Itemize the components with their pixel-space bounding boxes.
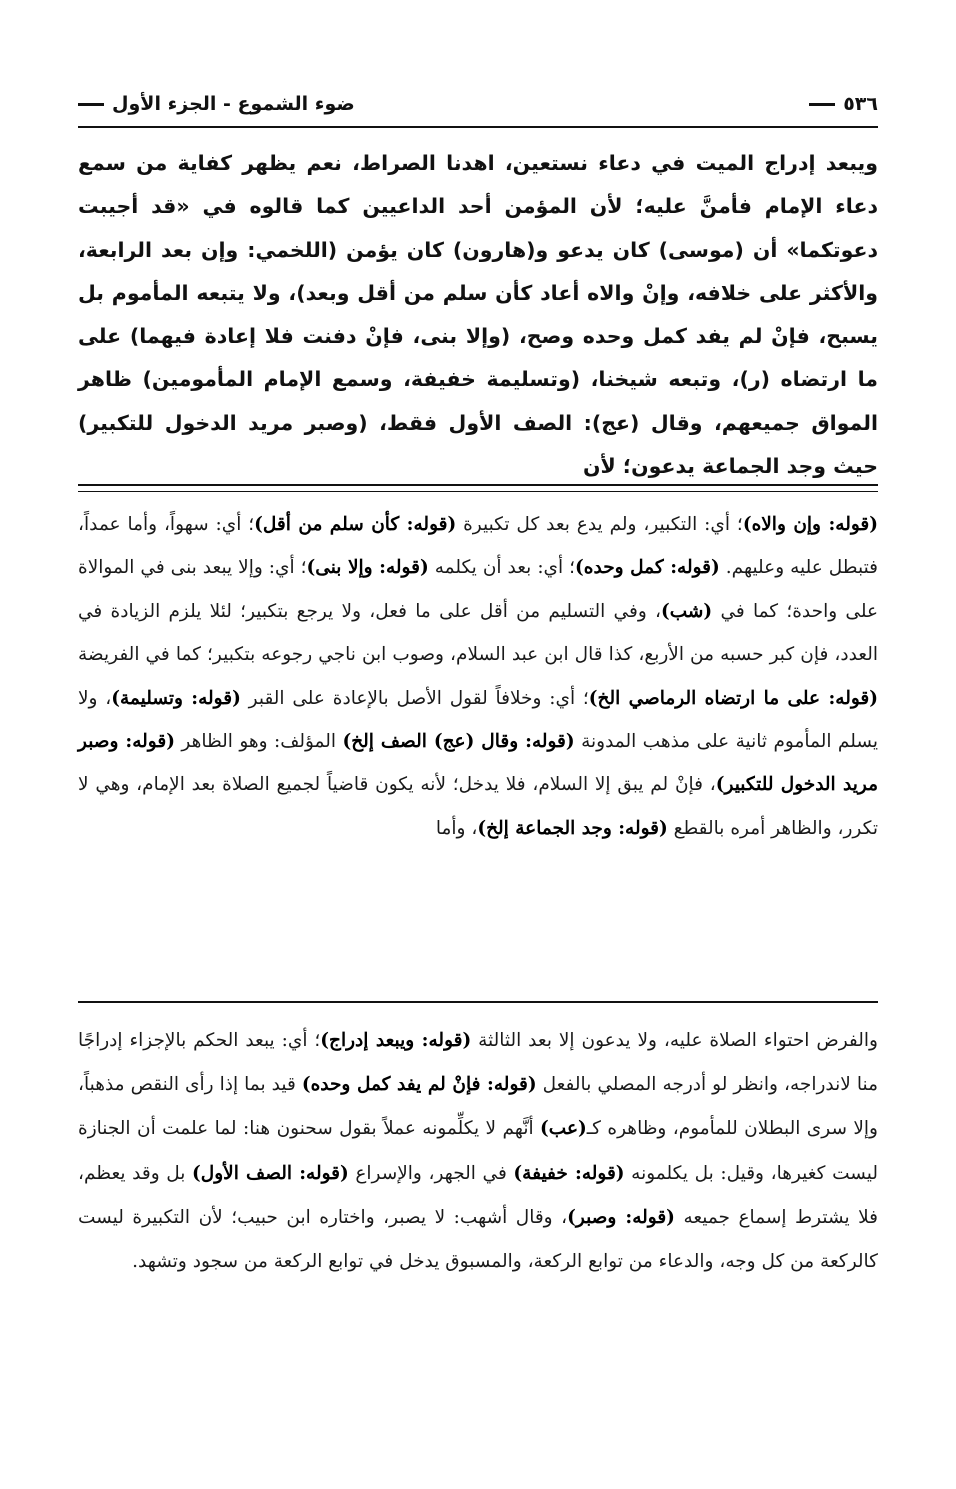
double-rule-thin [78,491,878,492]
footnote-lemma: (قوله: وصبر مريد الدخول للتكبير) [78,731,878,796]
footnote-text-run: ، وأما [435,817,478,839]
footnote-text-run: ؛ أي: سهواً، وأما عمداً، فتبطل عليه وعليهم. [78,514,878,579]
footnote-text-run: ، وقال أشهب: لا يصبر، واختاره ابن حبيب؛ لأن التكبيرة ليست كالركعة من كل وجه، والدعاء من توابع الركعة، والمسبوق يدخل في توابع الركعة من سجود وتشهد. [78,1206,878,1273]
footnote-lemma: (قوله: وإلا بنى) [306,557,429,579]
footnote-text-run: بل وقد يعظم، فلا يشترط إسماع جميعه [78,1162,878,1228]
footnote-text-run: ، ولا يسلم المأموم ثانية على مذهب المدونة [78,687,878,753]
header-dash-icon [809,103,835,106]
footnote-text-run: المؤلف: وهو الظاهر [174,731,343,753]
footnote-lemma: (قوله: وتسليمة) [111,687,241,709]
footnote-block-2 [78,1019,878,1419]
footnote-lemma: (قوله: وإن والاه) [742,514,878,535]
footnote-lemma: (قوله: وصبر) [567,1206,675,1228]
footnote-lemma: (شب) [661,600,713,622]
header-rule [78,126,878,128]
footnote-text-run: قيد بما إذا رأى النقص مذهباً، وإلا سرى البطلان للمأموم، وظاهره كـ [78,1074,878,1140]
footnote-lemma: (قوله: فإنْ لم يفد كمل وحده) [301,1074,537,1096]
footnote-text-run: ، فإنْ لم يبق إلا السلام، فلا يدخل؛ لأنه يكون قاضياً لجميع الصلاة بعد الإمام، وهي لا تكرر، والظاهر أمره بالقطع [78,774,878,839]
page-number-group [809,93,878,115]
footnote-text-run: أنَّهم لا يكلِّمونه عملاً بقول سحنون هنا: لما علمت أن الجنازة ليست كغيرها، وقيل: بل يكلمونه [78,1118,878,1184]
footnote-text-run: ؛ أي: بعد أن يكلمه [428,557,576,579]
footnote-lemma: (قوله: ويبعد إدراج) [320,1030,472,1051]
footnote-lemma: (قوله: الصف الأول) [192,1162,349,1184]
footnote-separator [78,1001,878,1003]
footnote-lemma: (قوله: كمل وحده) [575,557,720,579]
footnote-text-run: ؛ أي: يبعد الحكم بالإجزاء إدراجًا منا لاندراجه، وانظر لو أدرجه المصلي بالفعل [78,1030,878,1096]
running-title: ضوء الشموع - الجزء الأول [112,93,355,115]
footnote-text-run: ؛ أي: وخلافاً لقول الأصل بالإعادة على القبر [240,687,589,709]
footnote-text-run: ؛ أي: وإلا يبعد بنى في الموالاة على واحدة؛ كما في [78,557,878,622]
footnote-text-run: والفرض احتواء الصلاة عليه، ولا يدعون إلا بعد الثالثة [471,1030,878,1051]
footnote-block-1 [78,503,878,995]
header-dash-icon [78,103,104,106]
footnote-lemma: (عب) [540,1118,587,1140]
footnote-text-run: ، وفي التسليم من أقل على ما فعل، ولا يرجع بتكبير؛ لئلا يلزم الزيادة في العدد، فإن كبر حسبه من الأربع، كذا قال ابن عبد السلام، وصوب ابن ناجي رجوعه بتكبير؛ كما في الفريضة [78,600,878,666]
footnote-lemma: (قوله: على ما ارتضاه الرماصي الخ) [588,687,878,709]
footnote-lemma: (قوله: وقال (عج) الصف إلخ) [342,731,575,753]
footnote-1-text [78,503,878,850]
main-text: ويبعد إدراج الميت في دعاء نستعين، اهدنا الصراط، نعم يظهر كفاية من سمع دعاء الإمام فأمنَّ عليه؛ لأن المؤمن أحد الداعيين كما قالوه في «قد أجيبت دعوتكما» أن (موسى) كان يدعو و(هارون) كان يؤمن (اللخمي: وإن بعد الرابعة، والأكثر على خلافه، وإنْ والاه أعاد كأن سلم من أقل وبعد)، ولا يتبعه المأموم بل يسبح، فإنْ لم يفد كمل وحده وصح، (وإلا بنى، فإنْ دفنت فلا إعادة فيهما) على ما ارتضاه (ر)، وتبعه شيخنا، (وتسليمة خفيفة، وسمع الإمام المأمومين) ظاهر المواق جميعهم، وقال (عج): الصف الأول فقط، (وصبر مريد الدخول للتكبير) حيث وجد الجماعة يدعون؛ لأن [78,151,878,479]
double-rule-thick [78,484,878,486]
page-number: ٥٣٦ [843,93,878,115]
footnote-2-text [78,1019,878,1284]
running-title-group [78,93,355,115]
footnote-text-run: ؛ أي: التكبير، ولم يدع بعد كل تكبيرة [456,514,743,535]
footnote-lemma: (قوله: خفيفة) [513,1162,625,1184]
footnote-lemma: (قوله: كأن سلم من أقل) [254,514,457,535]
page-header [78,84,878,124]
footnote-text-run: في الجهر، والإسراع [348,1162,514,1184]
footnote-lemma: (قوله: وجد الجماعة إلخ) [477,817,668,839]
main-text-block [78,142,878,480]
